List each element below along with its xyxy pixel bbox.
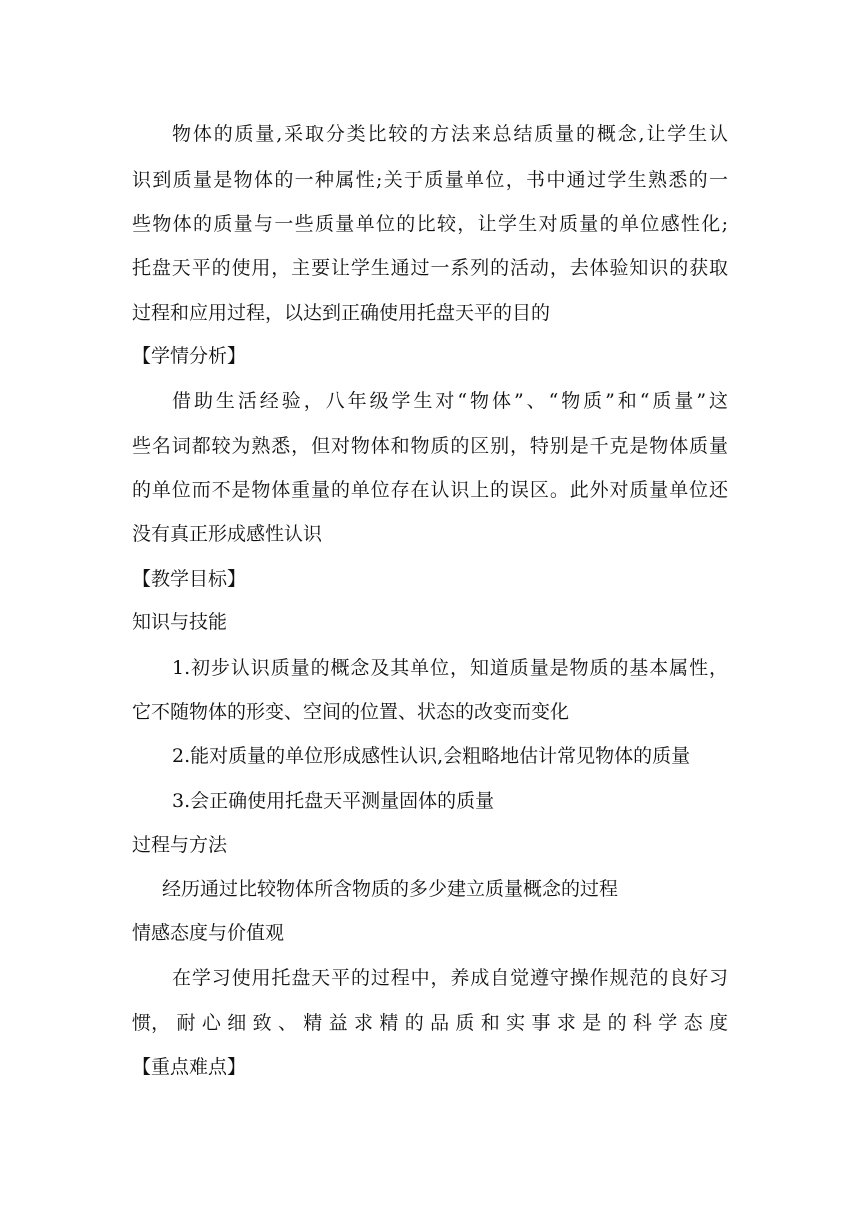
- heading-goals: 【教学目标】: [132, 568, 247, 590]
- knowledge-item-3: 3.会正确使用托盘天平测量固体的质量: [172, 790, 495, 812]
- process-text: 经历通过比较物体所含物质的多少建立质量概念的过程: [162, 878, 619, 900]
- analysis-line-1: 借助生活经验，八年级学生对“物体”、“物质”和“质量”这: [172, 390, 728, 412]
- intro-line-3: 些物体的质量与一些质量单位的比较，让学生对质量的单位感性化;: [132, 213, 728, 235]
- attitude-line-1: 在学习使用托盘天平的过程中，养成自觉遵守操作规范的良好习: [172, 967, 728, 989]
- intro-line-4: 托盘天平的使用，主要让学生通过一系列的活动，去体验知识的获取: [132, 257, 728, 279]
- heading-key-points: 【重点难点】: [132, 1056, 247, 1078]
- heading-analysis: 【学情分析】: [132, 345, 247, 367]
- knowledge-item-1-cont: 它不随物体的形变、空间的位置、状态的改变而变化: [132, 701, 570, 723]
- analysis-line-3: 的单位而不是物体重量的单位存在认识上的误区。此外对质量单位还: [132, 479, 728, 501]
- knowledge-item-1: 1.初步认识质量的概念及其单位，知道质量是物质的基本属性，: [172, 657, 728, 679]
- knowledge-item-2: 2.能对质量的单位形成感性认识,会粗略地估计常见物体的质量: [172, 745, 691, 767]
- intro-line-5: 过程和应用过程，以达到正确使用托盘天平的目的: [132, 302, 551, 324]
- subheading-knowledge: 知识与技能: [132, 611, 228, 633]
- intro-line-2: 识到质量是物体的一种属性;关于质量单位，书中通过学生熟悉的一: [132, 169, 728, 191]
- subheading-process: 过程与方法: [132, 834, 228, 856]
- intro-line-1: 物体的质量,采取分类比较的方法来总结质量的概念,让学生认: [172, 123, 728, 145]
- analysis-line-4: 没有真正形成感性认识: [132, 523, 323, 545]
- subheading-attitude: 情感态度与价值观: [132, 922, 285, 944]
- analysis-line-2: 些名词都较为熟悉，但对物体和物质的区别，特别是千克是物体质量: [132, 435, 728, 457]
- attitude-line-2: 惯， 耐 心 细 致 、 精 益 求 精 的 品 质 和 实 事 求 是 的 科 学 态 度: [132, 1012, 728, 1034]
